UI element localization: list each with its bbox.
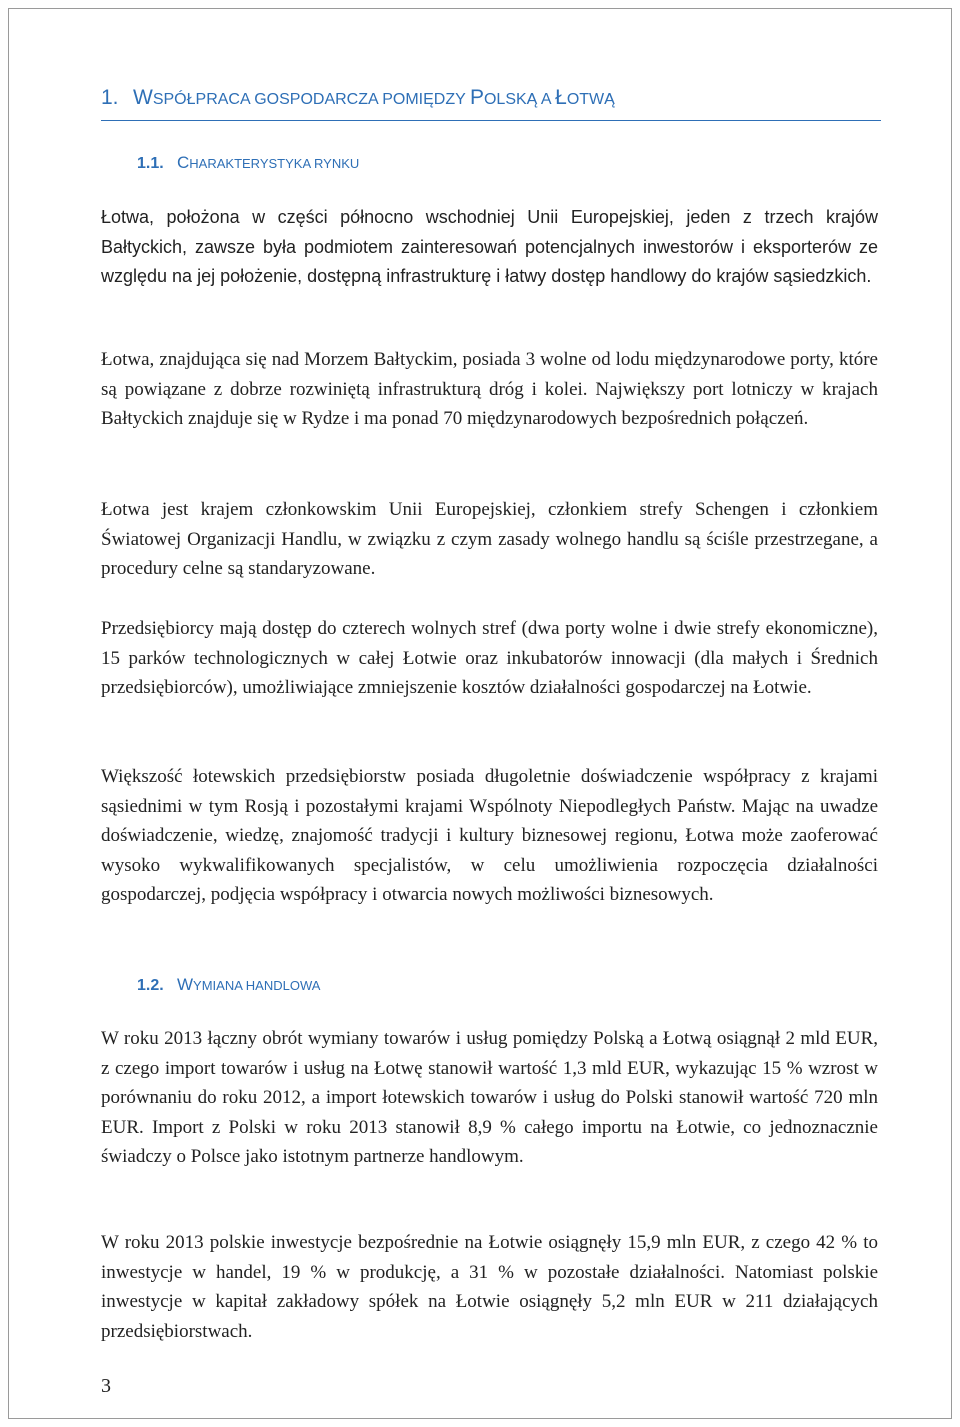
chapter-title: WSPÓŁPRACA GOSPODARCZA POMIĘDZY POLSKĄ A ŁOTWĄ — [133, 86, 615, 109]
chapter-number: 1. — [101, 86, 119, 109]
section-number: 1.2. — [137, 977, 164, 994]
paragraph: W roku 2013 polskie inwestycje bezpośrednie na Łotwie osiągnęły 15,9 mln EUR, z czego 42 % to inwestycje w handel, 19 % w produkcję, a 31 % w pozostałe działalności. Natomiast polskie inwestycje w kapitał zakładowy spółek na Łotwie osiągnęły 5,2 mln EUR w 211 działających przedsiębiorstwach. — [101, 1232, 878, 1342]
section-heading-1-2 — [137, 974, 320, 997]
section-number: 1.1. — [137, 155, 164, 172]
page-number: 3 — [101, 1375, 111, 1397]
paragraph: W roku 2013 łączny obrót wymiany towarów i usług pomiędzy Polską a Łotwą osiągnął 2 mld EUR, z czego import towarów i usług na Łotwę stanowił wartość 1,3 mld EUR, wykazując 15 % wzrost w porównaniu do roku 2012, a import łotewskich towarów i usług do Polski stanowił wartość 720 mln EUR. Import z Polski w roku 2013 stanowił 8,9 % całego importu na Łotwie, co jednoznacznie świadczy o Polsce jako istotnym partnerze handlowym. — [101, 1028, 878, 1168]
chapter-heading — [101, 84, 881, 121]
section-title: WYMIANA HANDLOWA — [177, 975, 321, 994]
paragraph: Łotwa jest krajem członkowskim Unii Europejskiej, członkiem strefy Schengen i członkiem Światowej Organizacji Handlu, w związku z czym zasady wolnego handlu są ściśle przestrzegane, a procedury celne są standaryzowane. — [101, 499, 878, 580]
paragraph: Większość łotewskich przedsiębiorstw posiada długoletnie doświadczenie współpracy z krajami sąsiednimi w tym Rosją i pozostałymi krajami Wspólnoty Niepodległych Państw. Mając na uwadze doświadczenie, wiedzę, znajomość tradycji i kultury biznesowej regionu, Łotwa może zaoferować wysoko wykwalifikowanych specjalistów, w celu umożliwienia rozpoczęcia działalności gospodarczej, podjęcia współpracy i otwarcia nowych możliwości biznesowych. — [101, 766, 878, 906]
section-title: CHARAKTERYSTYKA RYNKU — [177, 153, 360, 172]
paragraph: Przedsiębiorcy mają dostęp do czterech wolnych stref (dwa porty wolne i dwie strefy ekonomiczne), 15 parków technologicznych w całej Łotwie oraz inkubatorów innowacji (dla małych i Średnich przedsiębiorców), umożliwiające zmniejszenie kosztów działalności gospodarczej na Łotwie. — [101, 618, 878, 699]
paragraph: Łotwa, położona w części północno wschodniej Unii Europejskiej, jeden z trzech krajów Bałtyckich, zawsze była podmiotem zainteresowań potencjalnych inwestorów i eksporterów ze względu na jej położenie, dostępną infrastrukturę i łatwy dostęp handlowy do krajów sąsiedzkich. — [101, 207, 878, 287]
section-heading-1-1 — [137, 152, 359, 175]
paragraph: Łotwa, znajdująca się nad Morzem Bałtyckim, posiada 3 wolne od lodu międzynarodowe porty, które są powiązane z dobrze rozwiniętą infrastrukturą dróg i kolei. Największy port lotniczy w krajach Bałtyckich znajduje się w Rydze i ma ponad 70 międzynarodowych bezpośrednich połączeń. — [101, 349, 878, 430]
